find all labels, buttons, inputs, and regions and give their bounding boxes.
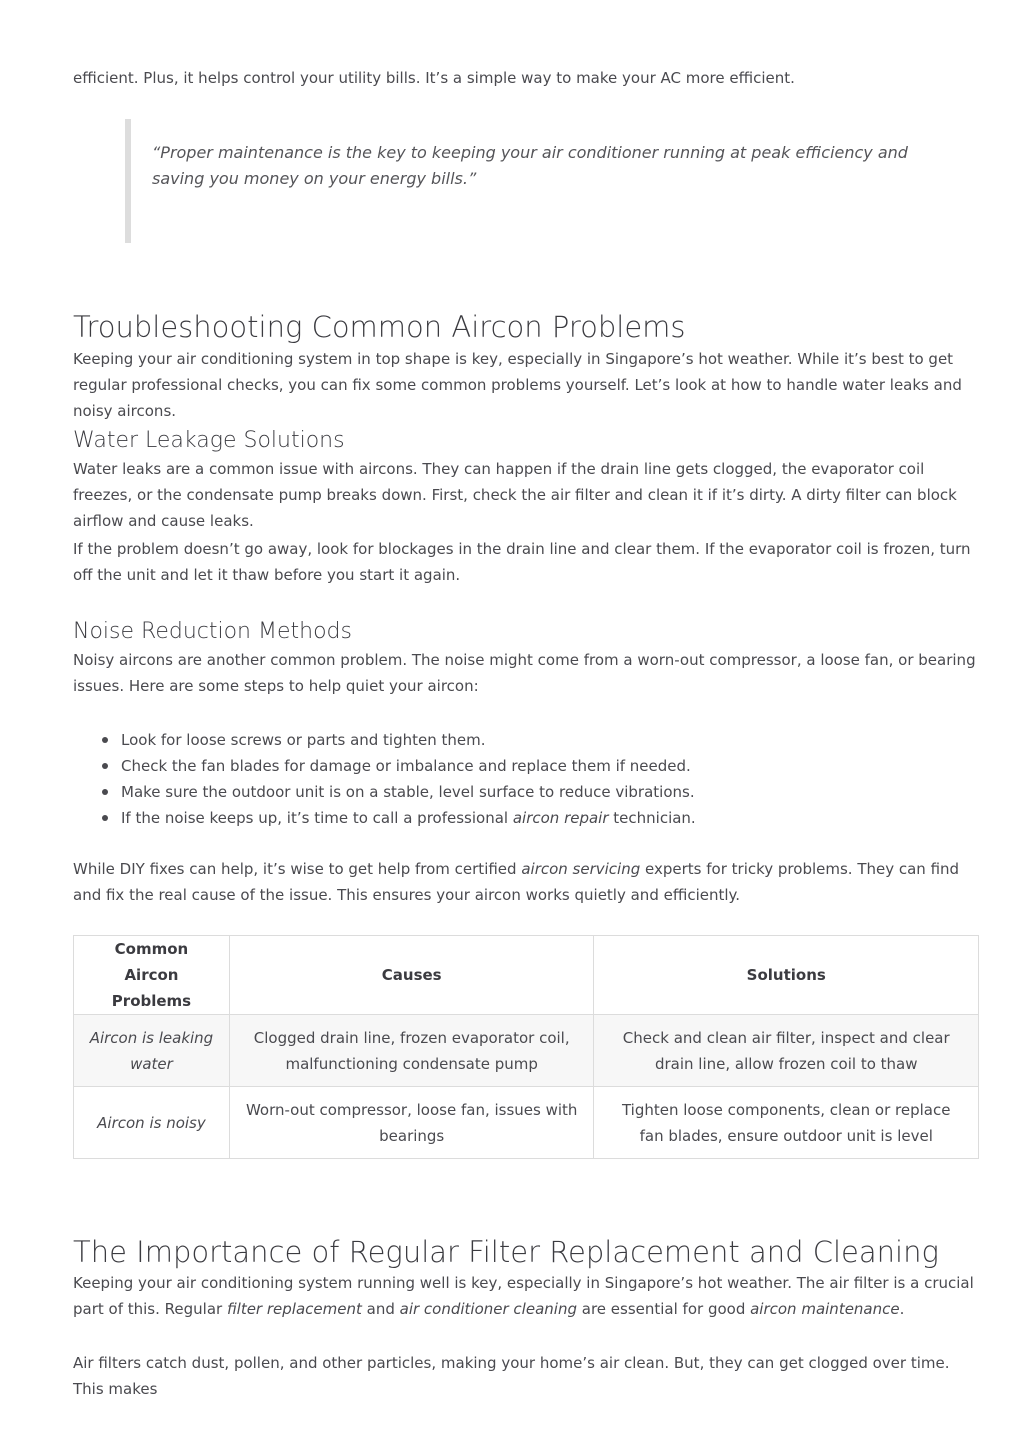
list-item	[73, 805, 979, 831]
table-row	[74, 1015, 979, 1087]
table-header: Solutions	[594, 936, 979, 1015]
table-cell: Aircon is leaking water	[74, 1015, 230, 1087]
filter-replacement-emphasis: filter replacement	[226, 1300, 362, 1318]
aircon-repair-emphasis: aircon repair	[512, 809, 609, 827]
paragraph-water-1: Water leaks are a common issue with aircons. They can happen if the drain line gets clogged, the evaporator coil freezes, or the condensate pump breaks down. First, check the air filter and clean it if it’s dirty. A dirty filter can block airflow and cause leaks.	[73, 460, 957, 530]
pull-quote	[125, 119, 915, 243]
table-header: Common Aircon Problems	[74, 936, 230, 1015]
quote-text: “Proper maintenance is the key to keeping your air conditioner running at peak efficiency and saving you money on your energy bills.”	[152, 143, 908, 188]
table-cell: Clogged drain line, frozen evaporator coil, malfunctioning condensate pump	[229, 1015, 594, 1087]
table-row	[74, 1087, 979, 1159]
noise-steps-list	[73, 727, 979, 831]
filter-text-b: and	[361, 1300, 400, 1318]
table-header: Causes	[229, 936, 594, 1015]
filter-text-c: are essential for good	[576, 1300, 751, 1318]
section-title-troubleshooting: Troubleshooting Common Aircon Problems	[73, 310, 686, 344]
paragraph-troubleshooting-intro: Keeping your air conditioning system in top shape is key, especially in Singapore’s hot weather. While it’s best to get regular professional checks, you can fix some common problems yourself. Let’s look at how to handle water leaks and noisy aircons.	[73, 350, 962, 420]
paragraph-intro-tail: efficient. Plus, it helps control your utility bills. It’s a simple way to make your AC more efficient.	[73, 69, 795, 87]
table-cell: Worn-out compressor, loose fan, issues with bearings	[229, 1087, 594, 1159]
aircon-servicing-emphasis: aircon servicing	[521, 860, 641, 878]
air-conditioner-cleaning-emphasis: air conditioner cleaning	[399, 1300, 577, 1318]
table-header-row	[74, 936, 979, 1015]
paragraph-filter-2: Air filters catch dust, pollen, and other particles, making your home’s air clean. But, they can get clogged over time. This makes	[73, 1354, 950, 1398]
paragraph-filter-1	[73, 1270, 979, 1322]
diy-text-end: experts for tricky problems. They can find and fix the real cause of the issue. This ensures your aircon works quietly and efficiently.	[73, 860, 960, 904]
problems-table	[73, 935, 979, 1159]
aircon-maintenance-emphasis: aircon maintenance	[750, 1300, 900, 1318]
subsection-title-noise: Noise Reduction Methods	[73, 619, 352, 644]
list-item-text-end: technician.	[608, 809, 696, 827]
paragraph-diy	[73, 856, 979, 908]
list-item: Make sure the outdoor unit is on a stable, level surface to reduce vibrations.	[73, 779, 979, 805]
section-title-filter: The Importance of Regular Filter Replacement and Cleaning	[73, 1235, 939, 1269]
filter-text-a: Keeping your air conditioning system running well is key, especially in Singapore’s hot weather. The air filter is a crucial part of this. Regular	[73, 1274, 974, 1318]
list-item: Check the fan blades for damage or imbalance and replace them if needed.	[73, 753, 979, 779]
paragraph-water-2: If the problem doesn’t go away, look for blockages in the drain line and clear them. If the evaporator coil is frozen, turn off the unit and let it thaw before you start it again.	[73, 540, 971, 584]
table-cell: Aircon is noisy	[74, 1087, 230, 1159]
paragraph-noise-1: Noisy aircons are another common problem. The noise might come from a worn-out compressor, a loose fan, or bearing issues. Here are some steps to help quiet your aircon:	[73, 651, 976, 695]
table-cell: Check and clean air filter, inspect and clear drain line, allow frozen coil to thaw	[594, 1015, 979, 1087]
table-cell: Tighten loose components, clean or replace fan blades, ensure outdoor unit is level	[594, 1087, 979, 1159]
subsection-title-water: Water Leakage Solutions	[73, 428, 345, 453]
list-item-text: If the noise keeps up, it’s time to call a professional	[121, 809, 513, 827]
filter-text-d: .	[899, 1300, 905, 1318]
diy-text-start: While DIY fixes can help, it’s wise to get help from certified	[73, 860, 522, 878]
list-item: Look for loose screws or parts and tighten them.	[73, 727, 979, 753]
